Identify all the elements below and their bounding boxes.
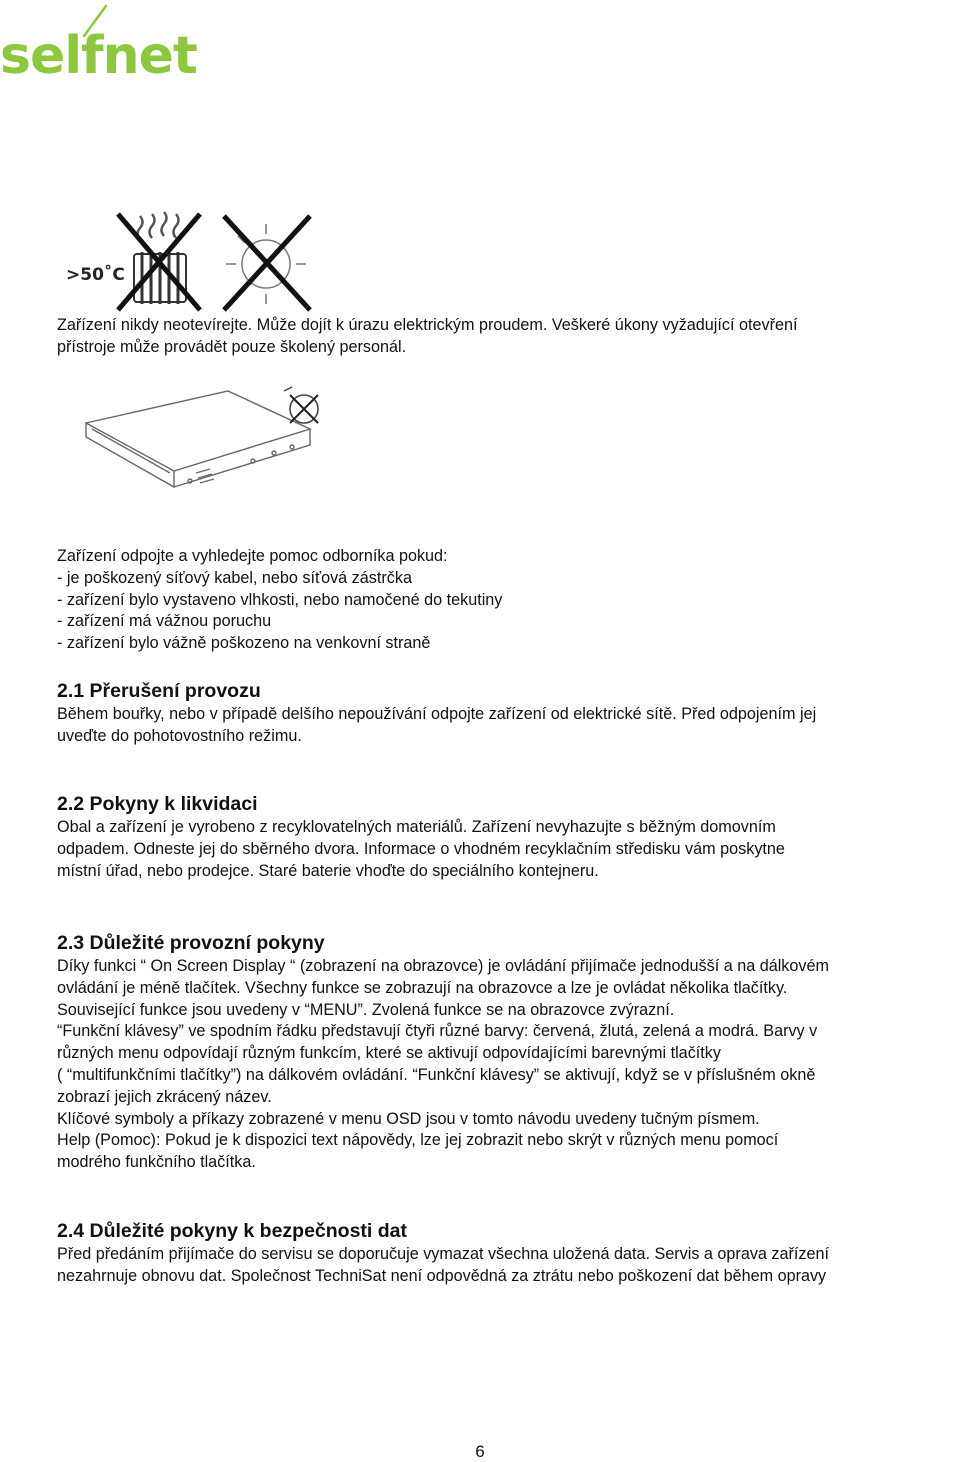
section-body-2-4	[57, 1244, 957, 1288]
crossed-heater-icon	[118, 212, 200, 310]
intro-paragraph	[57, 315, 957, 359]
paragraph-line: ( “multifunkčními tlačítky”) na dálkovém ovládání. “Funkční klávesy” se aktivují, když se v příslušném okně	[57, 1065, 816, 1084]
section-body-2-2	[57, 817, 957, 882]
list-item: - zařízení má vážnou poruchu	[57, 612, 272, 631]
paragraph-line: Související funkce jsou uvedeny v “MENU”. Zvolená funkce se na obrazovce zvýrazní.	[57, 1000, 675, 1019]
list-item: - zařízení bylo vážně poškozeno na venkovní straně	[57, 634, 431, 653]
paragraph-line: Před předáním přijímače do servisu se doporučuje vymazat všechna uložená data. Servis a oprava zařízení	[57, 1245, 830, 1263]
logo-text: selfnet	[0, 26, 197, 86]
page-number: 6	[475, 1442, 485, 1461]
paragraph-line: Díky funkci “ On Screen Display “ (zobrazení na obrazovce) je ovládání přijímače jednodušší a na dálkovém	[57, 957, 829, 975]
crossed-screwdriver-icon	[284, 387, 318, 423]
paragraph-line: Během bouřky, nebo v případě delšího nepoužívání odpojte zařízení od elektrické sítě. Před odpojením jej	[57, 705, 817, 723]
paragraph-line: Help (Pomoc): Pokud je k dispozici text nápovědy, lze jej zobrazit nebo skrýt v různých menu pomocí	[57, 1131, 779, 1150]
intro-line: přístroje může provádět pouze školený personál.	[57, 337, 407, 356]
section-body-2-3	[57, 956, 957, 1174]
paragraph-line: ovládání je méně tlačítek. Všechny funkce se zobrazují na obrazovce a lze je ovládat několika tlačítky.	[57, 978, 788, 997]
section-heading-2-4: 2.4 Důležité pokyny k bezpečnosti dat	[57, 1220, 408, 1242]
disconnect-paragraph	[57, 546, 957, 655]
paragraph-line: uveďte do pohotovostního režimu.	[57, 726, 302, 745]
selfnet-logo	[0, 0, 240, 110]
paragraph-line: “Funkční klávesy” ve spodním řádku představují čtyři různé barvy: červená, žlutá, zelená a modrá. Barvy v	[57, 1022, 818, 1041]
paragraph-line: Klíčové symboly a příkazy zobrazené v menu OSD jsou v tomto návodu uvedeny tučným písmem.	[57, 1109, 760, 1128]
receiver-device-illustration	[78, 385, 328, 500]
section-heading-2-3: 2.3 Důležité provozní pokyny	[57, 932, 325, 954]
section-heading-2-2: 2.2 Pokyny k likvidaci	[57, 793, 258, 815]
paragraph-line: zobrazí jejich zkrácený název.	[57, 1087, 272, 1106]
paragraph-line: místní úřad, nebo prodejce. Staré baterie vhoďte do speciálního kontejneru.	[57, 861, 599, 880]
list-item: - je poškozený síťový kabel, nebo síťová zástrčka	[57, 568, 412, 587]
intro-line: Zařízení nikdy neotevírejte. Může dojít k úrazu elektrickým proudem. Veškeré úkony vyžadující otevření	[57, 316, 798, 334]
paragraph-line: modrého funkčního tlačítka.	[57, 1153, 256, 1172]
paragraph-line: Obal a zařízení je vyrobeno z recyklovatelných materiálů. Zařízení nevyhazujte s běžným domovním	[57, 818, 776, 836]
section-body-2-1	[57, 704, 957, 748]
crossed-sun-icon	[224, 216, 310, 310]
paragraph-line: nezahrnuje obnovu dat. Společnost TechniSat není odpovědná za ztrátu nebo poškození dat během opravy	[57, 1266, 827, 1285]
list-item: - zařízení bylo vystaveno vlhkosti, nebo namočené do tekutiny	[57, 590, 503, 609]
paragraph-line: odpadem. Odneste jej do sběrného dvora. Informace o vhodném recyklačním středisku vám poskytne	[57, 839, 785, 858]
disconnect-lead: Zařízení odpojte a vyhledejte pomoc odborníka pokud:	[57, 547, 448, 565]
paragraph-line: různých menu odpovídají různým funkcím, které se aktivují odpovídajícími barevnými tlačítky	[57, 1044, 721, 1063]
temperature-label: >50˚C	[66, 265, 125, 285]
section-heading-2-1: 2.1 Přerušení provozu	[57, 680, 261, 702]
warning-pictograms	[62, 206, 322, 316]
